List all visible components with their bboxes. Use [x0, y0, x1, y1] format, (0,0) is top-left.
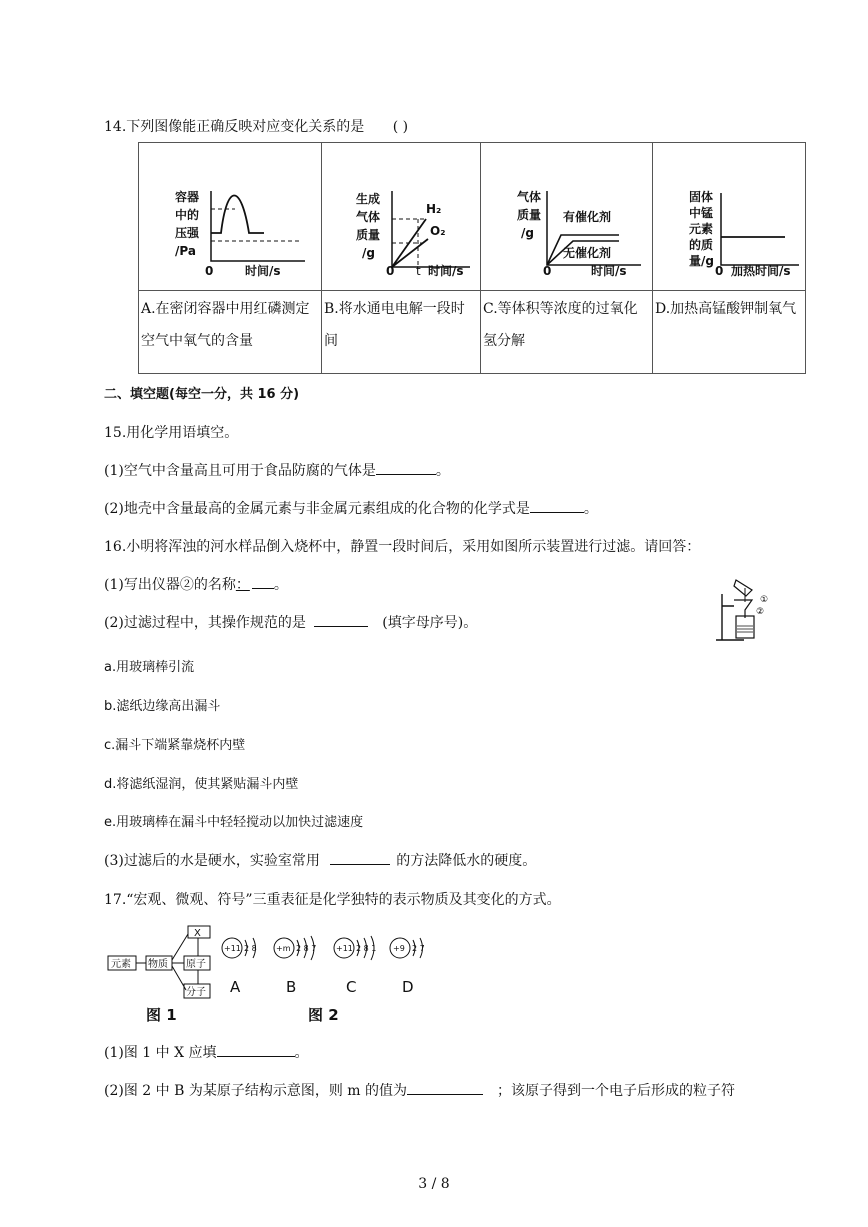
atom-a-shells: 2 8	[244, 944, 257, 953]
answer-blank[interactable]	[252, 574, 274, 589]
option-d-label: D.加热高锰酸钾制氧气	[655, 301, 797, 317]
graph-c	[481, 143, 652, 290]
option-a-label: A.在密闭容器中用红磷测定空气中氧气的含量	[141, 301, 310, 349]
q14-stem-text: 14.下列图像能正确反映对应变化关系的是	[104, 119, 365, 135]
answer-blank[interactable]	[314, 612, 368, 627]
graph-a-ylabel-2: 中的	[175, 208, 200, 222]
q16-part-2	[104, 612, 477, 632]
atom-b-label: B	[286, 978, 297, 996]
graph-b-tick: t	[416, 264, 421, 278]
option-b-cell	[322, 291, 481, 374]
graph-d-ylabel-2: 中锰	[689, 206, 714, 220]
q16-part-2-end: (填字母序号)。	[382, 615, 478, 631]
option-b-graph-cell	[322, 143, 481, 291]
atom-d-shells: 2 7	[412, 944, 425, 953]
option-a-cell	[139, 291, 322, 374]
q14-options-table	[138, 142, 806, 374]
q14-stem	[104, 116, 408, 136]
q15-part-1-text: (1)空气中含量高且可用于食品防腐的气体是	[104, 463, 376, 479]
mark-1: ①	[760, 595, 769, 605]
pouring-beaker-icon	[734, 580, 752, 596]
q15-part-1-end: 。	[435, 463, 450, 479]
option-b-label: B.将水通电电解一段时间	[324, 301, 465, 349]
fig1-x: X	[194, 928, 201, 939]
section-2-heading: 二、填空题(每空一分，共 16 分)	[104, 387, 300, 402]
graph-c-ylabel-1: 气体	[517, 190, 542, 204]
q17-part-1-text: (1)图 1 中 X 应填	[104, 1045, 217, 1061]
fig1-wuzhi: 物质	[148, 959, 168, 970]
graph-d-ylabel-4: 的质	[689, 238, 714, 252]
graph-c-origin: 0	[543, 264, 552, 278]
graph-a-ylabel-3: 压强	[175, 226, 200, 240]
q15-part-2-text: (2)地壳中含量最高的金属元素与非金属元素组成的化合物的化学式是	[104, 501, 530, 517]
atom-a-label: A	[230, 978, 241, 996]
option-c-label: C.等体积等浓度的过氧化氢分解	[483, 301, 638, 349]
q16-part-3-end: 的方法降低水的硬度。	[396, 853, 537, 869]
atom-a-nucleus: +11	[224, 944, 241, 953]
q16-option-e: e.用玻璃棒在漏斗中轻轻搅动以加快过滤速度	[104, 815, 364, 830]
q17-part-1	[104, 1042, 309, 1062]
answer-blank-colon[interactable]	[235, 574, 252, 593]
q17-part-2	[104, 1080, 735, 1100]
atom-c-shells: 2 8 1	[356, 944, 377, 953]
q17-part-1-end: 。	[294, 1045, 309, 1061]
option-d-cell	[653, 291, 806, 374]
q16-part-1-end: 。	[273, 577, 288, 593]
q16-stem: 16.小明将浑浊的河水样品倒入烧杯中，静置一段时间后，采用如图所示装置进行过滤。请回答：	[104, 539, 701, 555]
atom-d	[390, 938, 425, 996]
fig1-yuansu: 元素	[111, 959, 131, 970]
atom-b-shells: 2 8 7	[296, 944, 317, 953]
q17-figures	[104, 922, 444, 1026]
figure-1	[108, 926, 210, 1024]
answer-blank[interactable]	[376, 460, 436, 475]
graph-a-xlabel: 时间/s	[245, 264, 281, 278]
q16-option-d: d.将滤纸湿润，使其紧贴漏斗内壁	[104, 777, 299, 792]
graph-c-series-no-catalyst: 无催化剂	[563, 246, 612, 260]
option-c-cell	[481, 291, 653, 374]
graph-b-series-h2: H₂	[426, 202, 442, 216]
beaker-liquid	[737, 626, 753, 632]
q15-part-2	[104, 498, 598, 518]
atom-b	[274, 936, 316, 996]
graph-b-xlabel: 时间/s	[428, 264, 464, 278]
graph-b-ylabel-2: 气体	[356, 210, 381, 224]
fig1-yuanzi: 原子	[186, 959, 206, 970]
atom-c	[334, 936, 376, 996]
answer-blank[interactable]	[330, 850, 390, 865]
filtration-apparatus	[712, 578, 774, 646]
fig1-caption: 图 1	[146, 1006, 177, 1024]
graph-b-origin: 0	[386, 264, 395, 278]
graph-b	[322, 143, 480, 290]
q16-part-2-text: (2)过滤过程中，其操作规范的是	[104, 615, 306, 631]
option-c-graph-cell	[481, 143, 653, 291]
answer-bracket: ( )	[392, 119, 409, 135]
answer-blank[interactable]	[530, 498, 584, 513]
graph-a	[139, 143, 321, 290]
graph-d-ylabel-3: 元素	[689, 222, 714, 236]
q16-part-3	[104, 850, 536, 870]
graph-c-xlabel: 时间/s	[591, 264, 627, 278]
q16-part-3-text: (3)过滤后的水是硬水，实验室常用	[104, 853, 320, 869]
atom-c-label: C	[346, 978, 357, 996]
q16-option-b: b.滤纸边缘高出漏斗	[104, 699, 221, 714]
option-a-graph-cell	[139, 143, 322, 291]
graph-b-ylabel-3: 质量	[356, 228, 381, 242]
graph-a-curve	[211, 196, 264, 234]
graph-d-ylabel-1: 固体	[689, 190, 714, 204]
stand-icon	[716, 594, 744, 640]
page-number: 3 / 8	[418, 1176, 450, 1192]
atom-c-nucleus: +11	[336, 944, 353, 953]
q17-part-2-text: (2)图 2 中 B 为某原子结构示意图，则 m 的值为	[104, 1083, 408, 1099]
q15-stem: 15.用化学用语填空。	[104, 425, 239, 441]
q16-option-a: a.用玻璃棒引流	[104, 660, 195, 675]
q15-part-1	[104, 460, 450, 480]
graph-d-origin: 0	[715, 264, 724, 278]
q15-part-2-end: 。	[583, 501, 598, 517]
graph-c-ylabel-2: 质量	[517, 208, 542, 222]
mark-2: ②	[756, 607, 765, 617]
graph-a-axes	[211, 191, 305, 261]
graph-b-ylabel-1: 生成	[356, 192, 381, 206]
atom-d-nucleus: +9	[393, 944, 405, 953]
fig2-caption: 图 2	[308, 1006, 339, 1024]
atom-a	[222, 938, 257, 996]
graph-c-series-catalyst: 有催化剂	[563, 210, 612, 224]
graph-b-series-o2: O₂	[430, 224, 446, 238]
graph-b-ylabel-4: /g	[362, 246, 375, 260]
atom-b-nucleus: +m	[276, 944, 291, 953]
beaker-icon	[736, 616, 754, 638]
q16-option-c: c.漏斗下端紧靠烧杯内壁	[104, 738, 246, 753]
graph-d	[653, 143, 805, 290]
graph-a-origin: 0	[205, 264, 214, 278]
graph-a-ylabel-1: 容器	[175, 190, 200, 204]
option-d-graph-cell	[653, 143, 806, 291]
fig1-fenzi: 分子	[186, 987, 206, 998]
graph-d-xlabel: 加热时间/s	[731, 264, 791, 278]
answer-blank[interactable]	[217, 1042, 295, 1057]
q17-stem: 17.“宏观、微观、符号”三重表征是化学独特的表示物质及其变化的方式。	[104, 892, 561, 908]
q16-part-1	[104, 574, 288, 594]
atom-d-label: D	[402, 978, 414, 996]
funnel-icon	[734, 600, 752, 618]
figure-2	[222, 936, 425, 1024]
graph-d-ylabel-5: 量/g	[689, 254, 714, 268]
graph-c-ylabel-3: /g	[521, 226, 534, 240]
q16-colon: ：	[235, 577, 250, 593]
answer-blank[interactable]	[407, 1080, 483, 1095]
graph-a-ylabel-4: /Pa	[175, 244, 196, 258]
graph-d-axes	[721, 193, 799, 265]
q16-part-1-text: (1)写出仪器②的名称	[104, 577, 236, 593]
q17-part-2-end: ；该原子得到一个电子后形成的粒子符	[497, 1083, 736, 1099]
